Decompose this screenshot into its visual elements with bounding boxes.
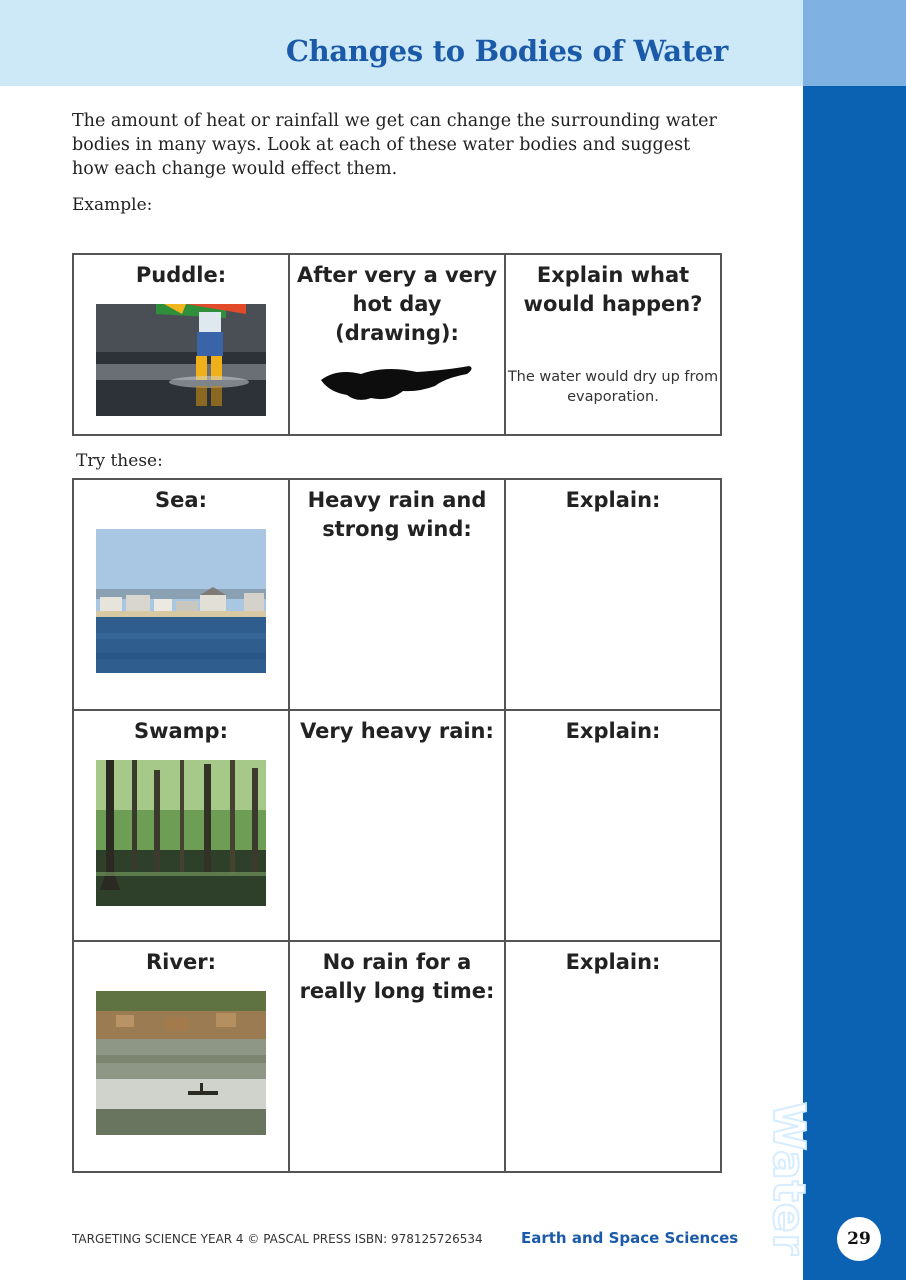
river-change-cell: [289, 941, 505, 1172]
page-title: Changes to Bodies of Water: [285, 34, 728, 68]
sea-change-label: Heavy rain and strong wind:: [307, 488, 487, 541]
table-row: [73, 479, 721, 710]
puddle-cell: [73, 254, 289, 435]
river-explain-label: Explain:: [565, 950, 661, 974]
hot-day-label: After very a very hot day (drawing):: [296, 263, 498, 345]
example-label: Example:: [72, 195, 153, 215]
river-label: River:: [145, 950, 217, 974]
puddle-photo: [96, 304, 266, 416]
explain-example-cell: [505, 254, 721, 435]
swamp-explain-cell[interactable]: [505, 710, 721, 941]
river-photo: [96, 991, 266, 1135]
example-row: [73, 254, 721, 435]
sea-explain-label: Explain:: [565, 488, 661, 512]
page-number: 29: [837, 1217, 881, 1261]
footer-credit: TARGETING SCIENCE YEAR 4 © PASCAL PRESS ISBN: 978125726534: [72, 1232, 483, 1246]
swamp-change-cell: [289, 710, 505, 941]
worksheet-table: [72, 478, 722, 1173]
swamp-cell: [73, 710, 289, 941]
explain-example-label: Explain what would happen?: [523, 263, 703, 316]
swamp-label: Swamp:: [133, 719, 228, 743]
footer-section: Earth and Space Sciences: [521, 1229, 739, 1247]
table-row: [73, 941, 721, 1172]
swamp-explain-label: Explain:: [565, 719, 661, 743]
dried-puddle-drawing: [317, 362, 477, 408]
sea-change-cell: [289, 479, 505, 710]
side-band: [803, 86, 906, 1280]
sea-cell: [73, 479, 289, 710]
river-explain-cell[interactable]: [505, 941, 721, 1172]
hot-day-cell: [289, 254, 505, 435]
sea-label: Sea:: [155, 488, 207, 512]
side-tab-label: Water: [763, 1102, 814, 1257]
puddle-label: Puddle:: [135, 263, 227, 287]
side-top-block: [803, 0, 906, 86]
intro-paragraph: The amount of heat or rainfall we get can change the surrounding water bodies in many ways. Look at each of these water bodies and suggest how each change would effect them.: [72, 111, 717, 179]
swamp-photo: [96, 760, 266, 906]
table-row: [73, 710, 721, 941]
example-answer: The water would dry up from evaporation.: [507, 369, 719, 405]
sea-photo: [96, 529, 266, 673]
example-table: [72, 253, 722, 436]
river-change-label: No rain for a really long time:: [299, 950, 495, 1003]
swamp-change-label: Very heavy rain:: [300, 719, 494, 743]
river-cell: [73, 941, 289, 1172]
sea-explain-cell[interactable]: [505, 479, 721, 710]
try-label: Try these:: [76, 451, 163, 471]
